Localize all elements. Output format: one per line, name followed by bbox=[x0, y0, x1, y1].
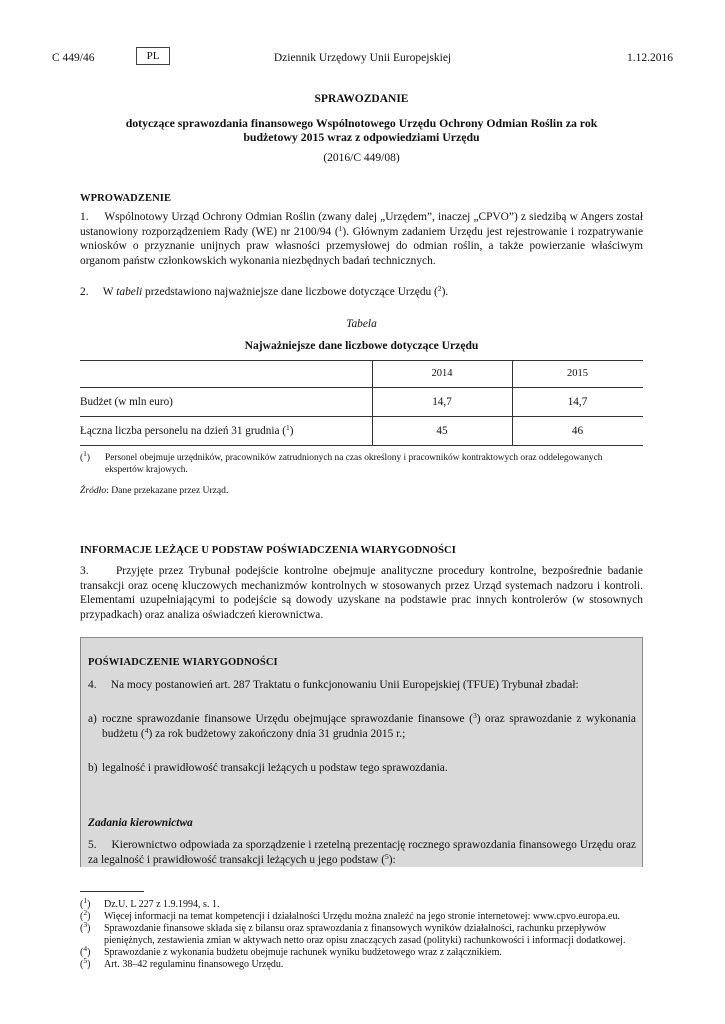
paragraph-5: 5. Kierownictwo odpowiada za sporządzenie i rzetelną prezentację rocznego sprawozdania finansowego Urzędu oraz za legalność i prawidłowość transakcji leżących u jego podstaw ($^5$): bbox=[88, 839, 636, 866]
section-heading-statement: POŚWIADCZENIE WIARYGODNOŚCI bbox=[88, 657, 278, 668]
table-bottom-rule bbox=[80, 445, 643, 446]
table-row-label: Łączna liczba personelu na dzień 31 grudnia ($^1$) bbox=[80, 423, 294, 437]
footnote-ref: 5 bbox=[385, 851, 389, 861]
paragraph-3: 3. Przyjęte przez Trybunał podejście kontrolne obejmuje analityczne procedury kontrolne, bezpośrednie badanie transakcji oraz ocenę kluczowych mechanizmów kontrolnych w stosowanych przez Urząd systemach nadzoru i kontroli. Elementami uzupełniającymi to podejście są dowody uzyskane na podstawie prac innych kontrolerów (w stosownych przypadkach) oraz analiza oświadczeń kierownictwa. bbox=[80, 565, 643, 621]
paragraph-number: 4. bbox=[88, 679, 97, 691]
table-title: Najważniejsze dane liczbowe dotyczące Urzędu bbox=[244, 339, 479, 352]
paragraph-4: 4. Na mocy postanowień art. 287 Traktatu o funkcjonowaniu Unii Europejskiej (TFUE) Trybunał zbadał: bbox=[88, 679, 579, 691]
journal-name: Dziennik Urzędowy Unii Europejskiej bbox=[273, 52, 452, 64]
table-row-rule bbox=[80, 416, 643, 417]
footnote-ref: 3 bbox=[472, 711, 477, 720]
paragraph-number: 1. bbox=[80, 211, 89, 223]
paragraph-number: 2. bbox=[80, 286, 89, 298]
list-item-b: b) legalność i prawidłowość transakcji leżących u podstaw tego sprawozdania. bbox=[88, 762, 448, 774]
table-cell: 46 bbox=[571, 425, 584, 437]
table-cell: 14,7 bbox=[567, 396, 588, 408]
table-cell: 45 bbox=[436, 425, 448, 437]
report-subtitle-line2: budżetowy 2015 wraz z odpowiedziami Urzędu bbox=[243, 130, 480, 144]
list-marker: a) bbox=[88, 713, 97, 725]
table-header-2014: 2014 bbox=[431, 368, 453, 379]
table-cell: 14,7 bbox=[432, 396, 452, 408]
table-header-rule bbox=[80, 387, 643, 388]
footnote-ref: 4 bbox=[144, 725, 149, 735]
table-source: Źródło: Dane przekazane przez Urząd. bbox=[80, 485, 229, 496]
footnote: ($^1$) Dz.U. L 227 z 1.9.1994, s. 1. bbox=[80, 896, 220, 910]
paragraph-number: 3. bbox=[80, 565, 89, 577]
table-caption: Tabela bbox=[346, 318, 377, 330]
page-reference: C 449/46 bbox=[52, 52, 95, 64]
section-heading-introduction: WPROWADZENIE bbox=[80, 193, 172, 204]
report-reference: (2016/C 449/08) bbox=[323, 152, 400, 164]
footnote: ($^5$) Art. 38–42 regulaminu finansowego Urzędu. bbox=[80, 956, 284, 970]
footnote-ref: 2 bbox=[437, 284, 442, 293]
report-subtitle-line1: dotyczące sprawozdania finansowego Wspólnotowego Urzędu Ochrony Odmian Roślin za rok bbox=[125, 116, 598, 130]
table-row-label: Budżet (w mln euro) bbox=[80, 396, 173, 408]
paragraph-1: 1. Wspólnotowy Urząd Ochrony Odmian Roślin (zwany dalej „Urzędem”, inaczej „CPVO”) z siedzibą w Angers został ustanowiony rozporządzeniem Rady (WE) nr 2100/94 ($^1$). Głównym zadaniem Urzędu jest rejestrowanie i rozpatrywanie wniosków o przyznanie unijnych praw własności przemysłowej do odmian roślin, a także powierzanie właściwym organom państw członkowskich wykonania niezbędnych badań technicznych. bbox=[80, 211, 644, 267]
publication-date: 1.12.2016 bbox=[627, 52, 673, 64]
footnote: ($^3$) Sprawozdanie finansowe składa się z bilansu oraz sprawozdania z finansowych wyników działalności, rachunku przepływów pieniężnych, zestawienia zmian w aktywach netto oraz opisu znaczących zasad (polityki) rachunkowości i informacji dodatkowej. bbox=[80, 920, 626, 946]
assurance-statement-box bbox=[80, 637, 643, 867]
table-header-2015: 2015 bbox=[567, 368, 588, 379]
footnote: ($^2$) Więcej informacji na temat kompetencji i działalności Urzędu można znaleźć na jego stronie internetowej: www.cpvo.europa.eu. bbox=[80, 908, 620, 922]
list-marker: b) bbox=[88, 762, 98, 774]
paragraph-2: 2. W tabeli przedstawiono najważniejsze dane liczbowe dotyczące Urzędu ($^2$). bbox=[80, 284, 449, 298]
report-title: SPRAWOZDANIE bbox=[314, 93, 409, 105]
footnote-ref: 1 bbox=[285, 423, 290, 432]
language-badge: PL bbox=[136, 47, 170, 65]
footnote: ($^4$) Sprawozdanie z wykonania budżetu obejmuje rachunek wyniku budżetowego wraz z załącznikiem. bbox=[80, 944, 502, 958]
footnote-separator bbox=[80, 891, 144, 892]
table-footnote: ($^1$) Personel obejmuje urzędników, pracowników zatrudnionych na czas określony i pracowników kontraktowych oraz oddelegowanych ekspertów krajowych. bbox=[80, 449, 603, 475]
paragraph-number: 5. bbox=[88, 839, 97, 851]
subheading-management: Zadania kierownictwa bbox=[88, 817, 193, 829]
section-heading-assurance-basis: INFORMACJE LEŻĄCE U PODSTAW POŚWIADCZENIA WIARYGODNOŚCI bbox=[80, 545, 456, 556]
table-top-rule bbox=[80, 360, 643, 361]
footnote-ref: 1 bbox=[338, 223, 343, 233]
list-item-a: a) roczne sprawozdanie finansowe Urzędu obejmujące sprawozdanie finansowe ($^3$) oraz sprawozdanie z wykonania budżetu ($^4$) za rok budżetowy zakończony dnia 31 grudnia 2015 r.; bbox=[88, 711, 636, 740]
